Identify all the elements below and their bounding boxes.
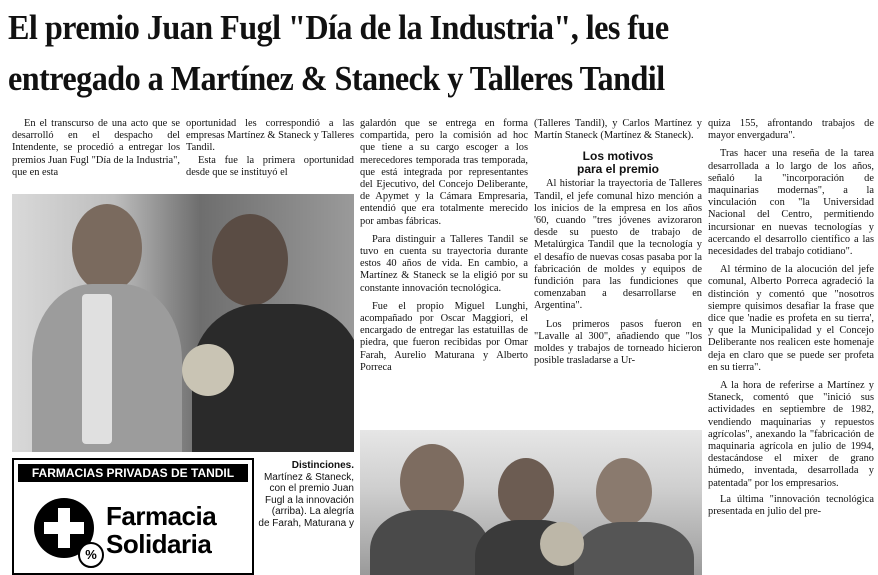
paragraph: En el transcurso de una acto que se desarrolló en el despacho del Intendente, se procedió a entregar los premios Juan Fugl "Día de la Industria", que en esta [12, 118, 180, 178]
photo-award-handover [12, 194, 354, 452]
subheading-line-1: Los motivos [582, 149, 654, 164]
ad-brand-line-1: Farmacia [106, 501, 217, 531]
headline-line-2: entregado a Martínez & Staneck y Talleres Tandil [8, 59, 665, 98]
photo-caption [258, 460, 354, 529]
photo-group-award [360, 430, 702, 575]
paragraph: Al historiar la trayectoria de Talleres Tandil, el jefe comunal hizo mención a los inicios de la empresa en los años '60, cuando "tres jóvenes avizoraron desde su puesto de trabajo de Metalúrgica Tandil que la tecnología y el desafío de nuevas cosas pasaba por la fabricación de moldes y equipos de fundición para las fundiciones que comenzaban a desarrollarse en Argentina". [534, 178, 702, 312]
paragraph: Tras hacer una reseña de la tarea desarrollada a lo largo de los años, señaló la "incorporación de maquinarias modernas", a la vinculación con "la Universidad Nacional del Centro, permitiendo incursionar en nuevas tecnologías y acercando el desarrollo científico a las necesidades del trabajo cotidiano". [708, 148, 874, 258]
caption-bold: Distinciones. [291, 460, 354, 471]
article-column-1 [12, 118, 180, 192]
headline [8, 2, 803, 104]
paragraph: La última "innovación tecnológica presentada en julio del pre- [708, 493, 874, 518]
paragraph: Los primeros pasos fueron en "Lavalle al 300", añadiendo que "los moldes y trabajos de torneado hicieron posible trasladarse a Ur- [534, 318, 702, 367]
article-column-5 [708, 118, 874, 575]
paragraph: oportunidad les correspondió a las empresas Martínez & Staneck y Talleres Tandil. [186, 118, 354, 154]
ad-brand-line-2: Solidaria [106, 529, 212, 559]
headline-line-1: El premio Juan Fugl "Día de la Industria", les fue [8, 8, 669, 47]
article-column-4 [534, 118, 702, 428]
caption-text: Martínez & Staneck, con el premio Juan Fugl a la innovación (arriba). La alegría de Farah, Maturana y [258, 471, 354, 529]
percent-icon: % [78, 542, 104, 568]
article-column-2 [186, 118, 354, 192]
paragraph: quiza 155, afrontando trabajos de mayor envergadura". [708, 118, 874, 142]
ad-brand [106, 502, 216, 558]
paragraph: Para distinguir a Talleres Tandil se tuvo en cuenta su trayectoria durante estos 40 años de vida. En cambio, a Martínez & Staneck se la eligió por su constante innovación tecnológica. [360, 233, 528, 294]
pharmacy-advertisement [12, 458, 254, 575]
paragraph: Al término de la alocución del jefe comunal, Alberto Porreca agradeció la distinción y comentó que "nosotros siempre quisimos desafiar la frase que dice que 'nadie es profeta en su tierra', y que la Municipalidad y el Concejo Deliberante nos realicen este homenaje deja en claro que se puede ser profeta en su tierra". [708, 264, 874, 373]
paragraph: Esta fue la primera oportunidad desde que se instituyó el [186, 154, 354, 178]
subheading-line-2: para el premio [576, 162, 660, 177]
ad-title: FARMACIAS PRIVADAS DE TANDIL [18, 464, 248, 482]
paragraph: A la hora de referirse a Martínez y Staneck, comentó que "inició sus actividades en septiembre de 1982, vendiendo maquinarias y repuestos agrícolas", anexando la "fabricación de maquinaria agrícola en julio de 1994, destacándose el mixer de grano húmedo, inventada, desarrollada y patentada" por los empresarios. [708, 380, 874, 489]
paragraph: Fue el propio Miguel Lunghi, acompañado por Oscar Maggiori, el encargado de entregar las estatuillas de piedra, que fueron recibidas por Omar Farah, Aurelio Maturana y Alberto Porreca [360, 300, 528, 373]
subheading [534, 150, 702, 176]
paragraph: (Talleres Tandil), y Carlos Martínez y Martín Staneck (Martínez & Staneck). [534, 118, 702, 142]
paragraph: galardón que se entrega en forma compartida, pero la comisión ad hoc que tiene a su cargo escoger a los merecedores temporada tras temporada, que está integrada por representantes del Ejecutivo, del Concejo Deliberante, de Apymet y la Cámara Empresaria, entendió que era totalmente merecido por ambas fábricas. [360, 118, 528, 227]
article-column-3 [360, 118, 528, 418]
